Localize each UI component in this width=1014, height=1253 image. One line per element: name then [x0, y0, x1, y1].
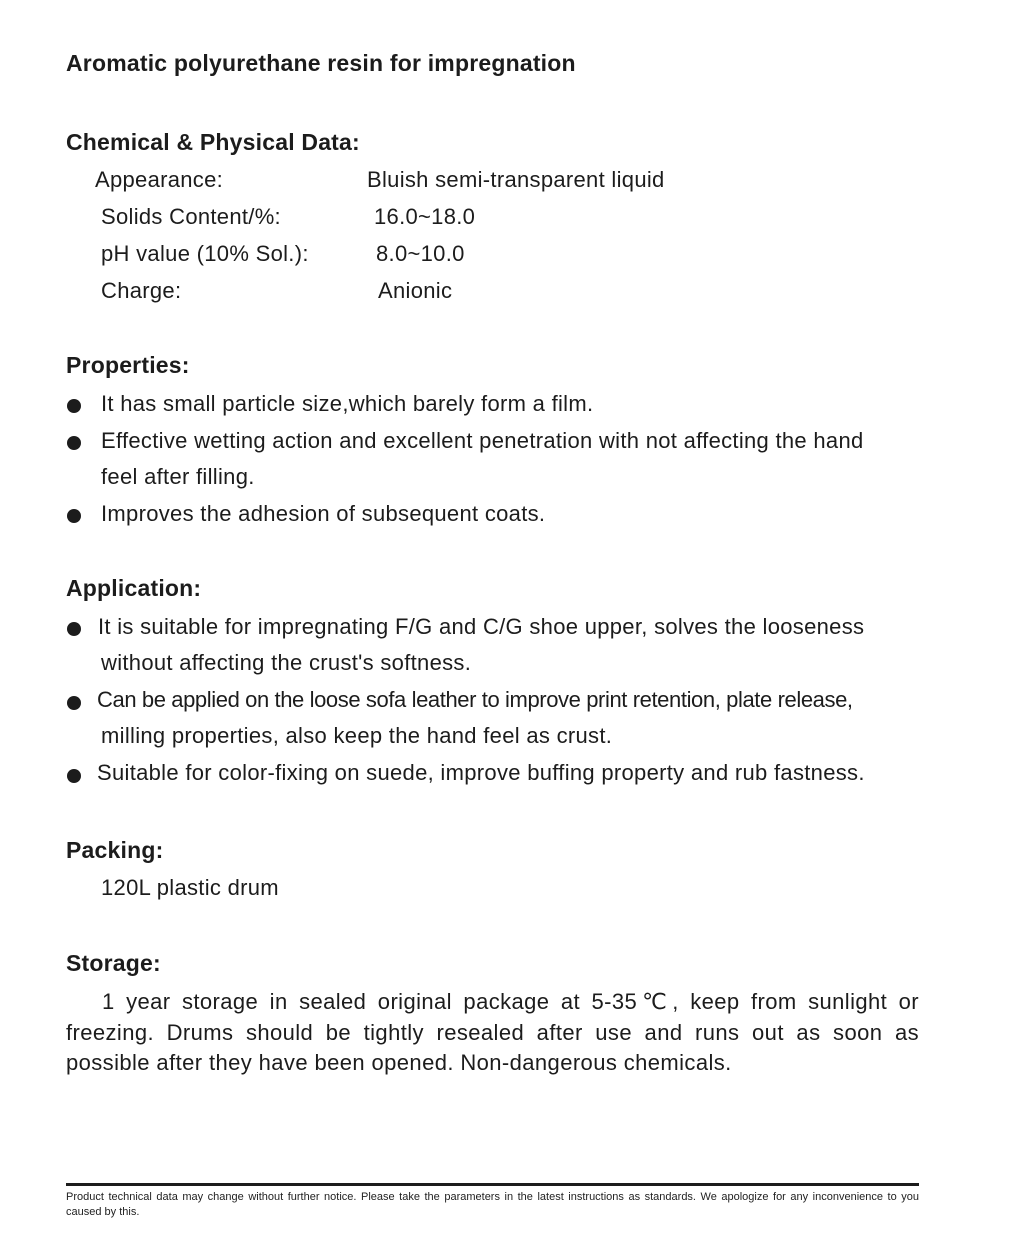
storage-heading: Storage:: [66, 950, 161, 976]
bullet-icon: [67, 696, 81, 710]
list-item-continuation: milling properties, also keep the hand feel as crust.: [101, 723, 613, 748]
list-item: Can be applied on the loose sofa leather to improve print retention, plate release,: [97, 687, 853, 712]
bullet-icon: [67, 399, 81, 413]
chem-row-value: Anionic: [378, 278, 453, 303]
chem-row-label: Solids Content/%:: [101, 204, 281, 229]
list-item-continuation: without affecting the crust's softness.: [101, 650, 472, 675]
list-item-continuation: feel after filling.: [101, 464, 255, 489]
chem-row-label: Appearance:: [95, 167, 224, 192]
footer-divider: [66, 1183, 919, 1186]
packing-heading: Packing:: [66, 837, 164, 863]
chem-row-value: 16.0~18.0: [374, 204, 476, 229]
chem-row-label: Charge:: [101, 278, 182, 303]
bullet-icon: [67, 622, 81, 636]
bullet-icon: [67, 436, 81, 450]
list-item: Improves the adhesion of subsequent coats.: [101, 501, 546, 526]
list-item: Suitable for color-fixing on suede, improve buffing property and rub fastness.: [97, 760, 865, 785]
properties-heading: Properties:: [66, 352, 190, 378]
chem-row-label: pH value (10% Sol.):: [101, 241, 309, 266]
document-title: Aromatic polyurethane resin for impregnation: [66, 50, 576, 76]
chem-data-heading: Chemical & Physical Data:: [66, 129, 360, 155]
application-heading: Application:: [66, 575, 202, 601]
footer-disclaimer: Product technical data may change without further notice. Please take the parameters in the latest instructions as standards. We apologize for any inconvenience to you caused by this.: [66, 1191, 919, 1218]
list-item: It is suitable for impregnating F/G and C/G shoe upper, solves the looseness: [98, 614, 865, 639]
storage-text: 1 year storage in sealed original package at 5-35℃, keep from sunlight or freezing. Drums should be tightly resealed after use and runs out as soon as possible after they have been opened. Non-dangerous chemicals.: [66, 989, 919, 1075]
chem-row-value: 8.0~10.0: [376, 241, 465, 266]
packing-text: 120L plastic drum: [101, 875, 279, 900]
chem-row-value: Bluish semi-transparent liquid: [367, 167, 665, 192]
list-item: It has small particle size,which barely form a film.: [101, 391, 594, 416]
list-item: Effective wetting action and excellent penetration with not affecting the hand: [101, 428, 864, 453]
bullet-icon: [67, 769, 81, 783]
bullet-icon: [67, 509, 81, 523]
